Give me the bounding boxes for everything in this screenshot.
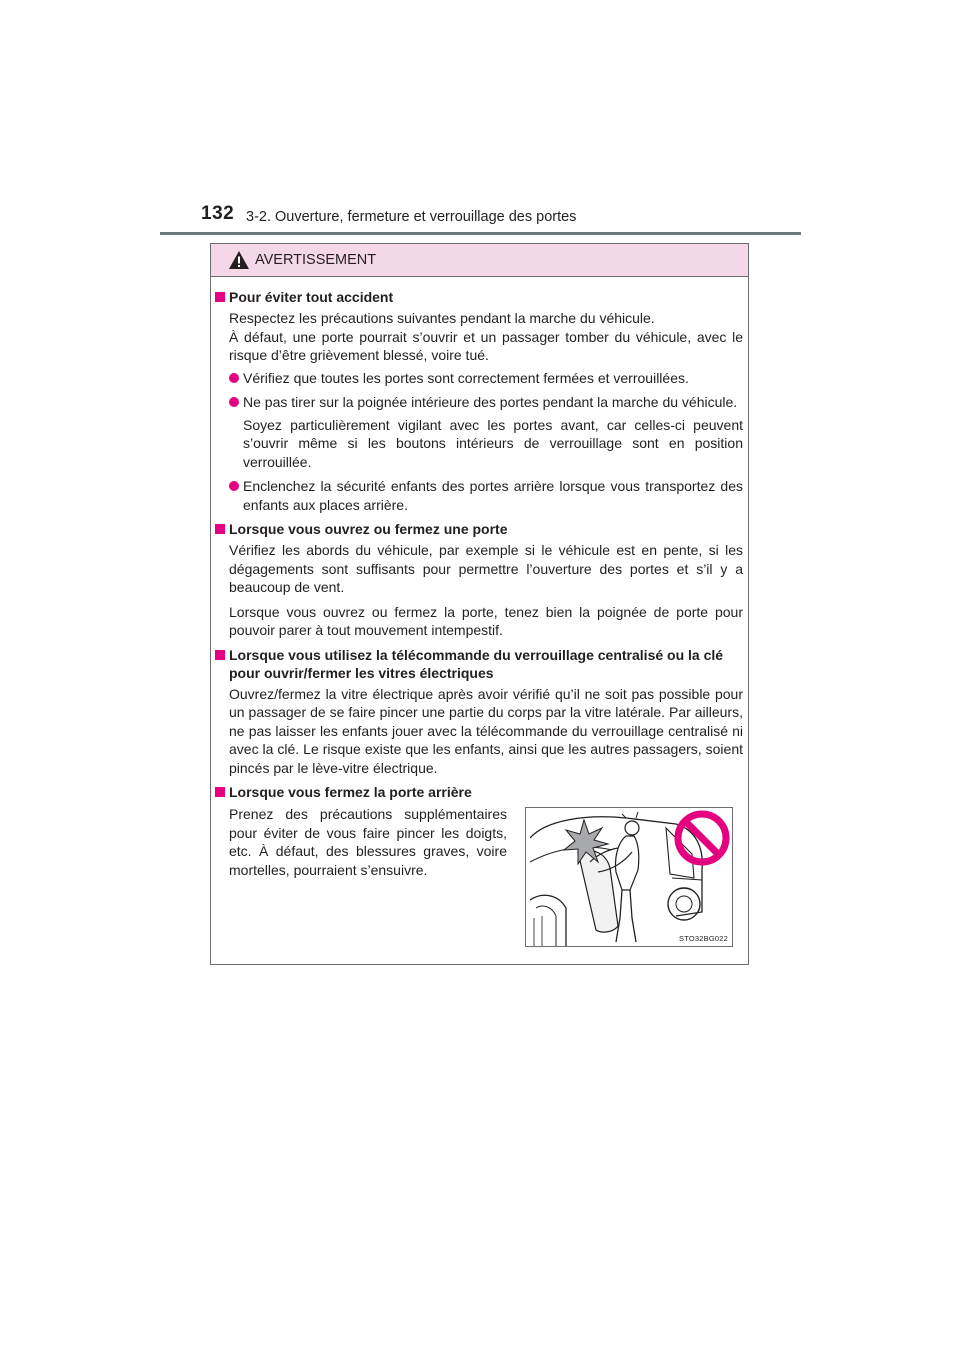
square-bullet-icon — [215, 787, 225, 797]
circle-bullet-icon — [229, 397, 239, 407]
rear-door-row — [211, 805, 750, 965]
circle-bullet-icon — [229, 481, 239, 491]
paragraph: À défaut, une porte pourrait s’ouvrir et un passager tomber du véhicule, avec le risque d’être grièvement blessé, voire tué. — [229, 328, 743, 363]
circle-bullet-icon — [229, 373, 239, 383]
warning-label: AVERTISSEMENT — [255, 252, 377, 268]
list-item: Enclenchez la sécurité enfants des portes arrière lorsque vous transportez des enfants aux places arrière. — [229, 477, 743, 514]
person-closing-rear-door-image — [526, 808, 732, 946]
section-heading: Lorsque vous fermez la porte arrière — [211, 783, 745, 801]
warning-triangle-icon — [228, 250, 250, 270]
paragraph: Respectez les précautions suivantes pendant la marche du véhicule. — [229, 310, 655, 326]
section-heading: Pour éviter tout accident — [211, 288, 745, 306]
square-bullet-icon — [215, 524, 225, 534]
paragraph: Prenez des précautions supplémentaires pour éviter de vous faire pincer les doigts, etc. À défaut, des blessures graves, voire mortelles, pourraient s’ensuivre. — [229, 806, 507, 878]
page-header — [0, 0, 960, 240]
page-number: 132 — [201, 203, 235, 224]
warning-header — [211, 244, 748, 277]
list-item: Ne pas tirer sur la poignée intérieure des portes pendant la marche du véhicule. Soyez particulièrement vigilant avec les portes avant, car celles-ci peuvent s’ouvrir même si les boutons intérieurs de verrouillage sont en position verrouillée. — [229, 393, 743, 471]
paragraph: Vérifiez les abords du véhicule, par exemple si le véhicule est en pente, si les dégagements sont suffisants pour permettre l’ouverture des portes et s’il y a beaucoup de vent. — [229, 542, 743, 595]
warning-content — [211, 288, 750, 965]
section-title: 3-2. Ouverture, fermeture et verrouillage des portes — [246, 209, 577, 225]
rear-door-pinch-illustration — [525, 807, 733, 947]
illustration-code: STO32BG022 — [679, 934, 728, 943]
square-bullet-icon — [215, 292, 225, 302]
paragraph: Ouvrez/fermez la vitre électrique après avoir vérifié qu’il ne soit pas possible pour un passager de se faire pincer une partie du corps par la vitre latérale. Par ailleurs, ne pas laisser les enfants jouer avec la télécommande du verrouillage centralisé ni avec la clé. Le risque existe que les enfants, ainsi que les autres passagers, soient pincés par le lève-vitre électrique. — [229, 685, 743, 776]
section-heading: Lorsque vous utilisez la télécommande du verrouillage centralisé ou la clé pour ouvrir/fermer les vitres électriques — [211, 646, 745, 682]
list-item: Vérifiez que toutes les portes sont correctement fermées et verrouillées. — [229, 369, 743, 388]
section-heading: Lorsque vous ouvrez ou fermez une porte — [211, 520, 745, 538]
paragraph: Lorsque vous ouvrez ou fermez la porte, tenez bien la poignée de porte pour pouvoir parer à tout mouvement intempestif. — [229, 603, 743, 638]
square-bullet-icon — [215, 650, 225, 660]
warning-box — [210, 243, 749, 965]
header-rule — [160, 232, 801, 235]
